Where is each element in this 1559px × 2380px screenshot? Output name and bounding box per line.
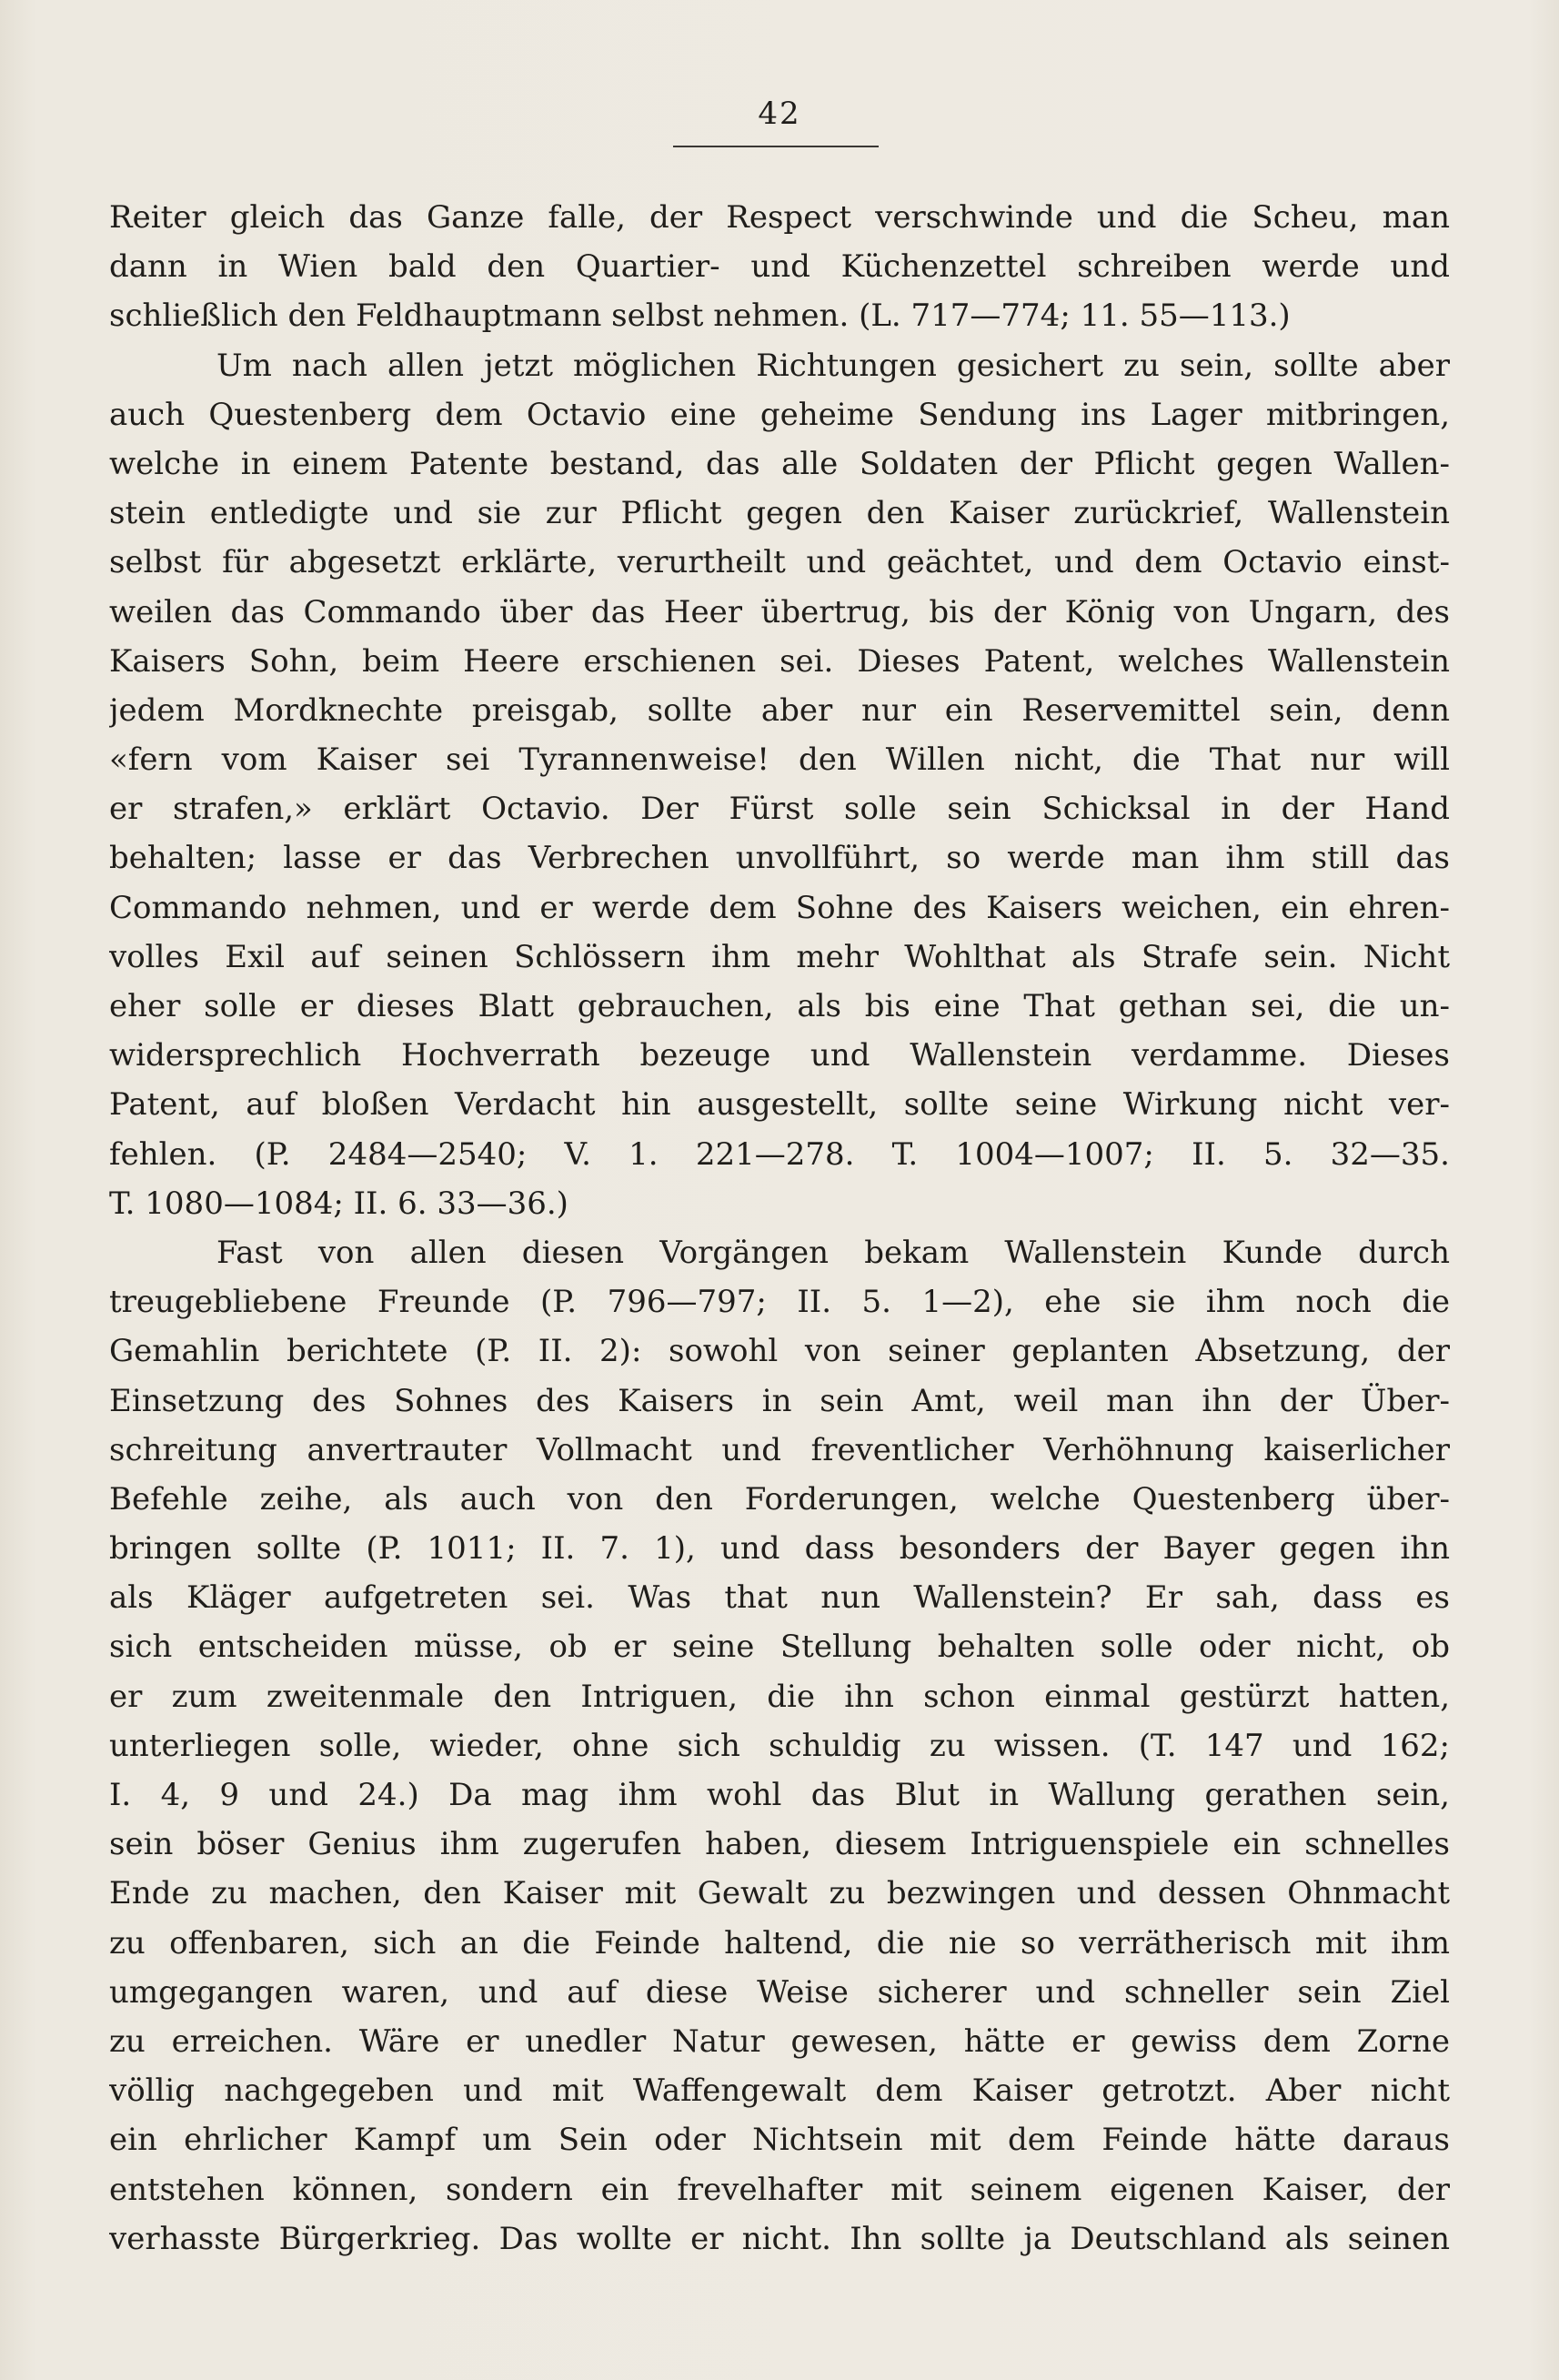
text-line: stein entledigte und sie zur Pflicht gegen den Kaiser zurückrief, Wallenstein: [109, 495, 1450, 532]
text-line: I. 4, 9 und 24.) Da mag ihm wohl das Blut in Wallung gerathen sein,: [109, 1777, 1450, 1813]
text-line: umgegangen waren, und auf diese Weise sicherer und schneller sein Ziel: [109, 1973, 1450, 2011]
text-line: weilen das Commando über das Heer übertrug, bis der König von Ungarn, des: [109, 593, 1450, 630]
text-line: sich entscheiden müsse, ob er seine Stellung behalten solle oder nicht, ob: [109, 1629, 1450, 1666]
text-line: Ende zu machen, den Kaiser mit Gewalt zu bezwingen und dessen Ohnmacht: [109, 1875, 1450, 1912]
text-line: völlig nachgegeben und mit Waffengewalt dem Kaiser getrotzt. Aber nicht: [109, 2072, 1450, 2110]
header-rule: [673, 146, 879, 147]
text-line: selbst für abgesetzt erklärte, verurtheilt und geächtet, und dem Octavio einst-: [109, 544, 1450, 581]
text-line: zu erreichen. Wäre er unedler Natur gewesen, hätte er gewiss dem Zorne: [109, 2022, 1450, 2060]
text-line: ein ehrlicher Kampf um Sein oder Nichtsein mit dem Feinde hätte daraus: [109, 2122, 1450, 2159]
text-line: bringen sollte (P. 1011; II. 7. 1), und dass besonders der Bayer gegen ihn: [109, 1530, 1450, 1568]
text-line: «fern vom Kaiser sei Tyrannenweise! den Willen nicht, die That nur will: [109, 741, 1450, 779]
page-number: 42: [758, 96, 801, 132]
text-line: er zum zweitenmale den Intriguen, die ihn schon einmal gestürzt hatten,: [109, 1678, 1450, 1715]
text-line: volles Exil auf seinen Schlössern ihm mehr Wohlthat als Strafe sein. Nicht: [109, 938, 1450, 975]
text-line: jedem Mordknechte preisgab, sollte aber nur ein Reservemittel sein, denn: [109, 691, 1450, 729]
text-line: entstehen können, sondern ein frevelhafter mit seinem eigenen Kaiser, der: [109, 2171, 1450, 2208]
text-line: T. 1080—1084; II. 6. 33—36.): [109, 1185, 568, 1222]
text-line: Kaisers Sohn, beim Heere erschienen sei. Dieses Patent, welches Wallenstein: [109, 642, 1450, 680]
text-line: Patent, auf bloßen Verdacht hin ausgestellt, sollte seine Wirkung nicht ver-: [109, 1086, 1450, 1124]
text-line: zu offenbaren, sich an die Feinde haltend, die nie so verrätherisch mit ihm: [109, 1924, 1450, 1961]
text-line: treugebliebene Freunde (P. 796—797; II. 5. 1—2), ehe sie ihm noch die: [109, 1284, 1450, 1321]
text-line: unterliegen solle, wieder, ohne sich schuldig zu wissen. (T. 147 und 162;: [109, 1727, 1450, 1764]
text-line: eher solle er dieses Blatt gebrauchen, als bis eine That gethan sei, die un-: [109, 988, 1450, 1024]
text-line: Einsetzung des Sohnes des Kaisers in sein Amt, weil man ihn der Über-: [109, 1382, 1450, 1419]
text-line: Befehle zeihe, als auch von den Forderungen, welche Questenberg über-: [109, 1480, 1450, 1518]
body-text: [109, 193, 1450, 2264]
paragraph-start-line: Fast von allen diesen Vorgängen bekam Wallenstein Kunde durch: [216, 1234, 1450, 1271]
text-line: fehlen. (P. 2484—2540; V. 1. 221—278. T. 1004—1007; II. 5. 32—35.: [109, 1135, 1450, 1173]
text-line: welche in einem Patente bestand, das alle Soldaten der Pflicht gegen Wallen-: [109, 445, 1450, 482]
text-line: sein böser Genius ihm zugerufen haben, diesem Intriguenspiele ein schnelles: [109, 1826, 1450, 1863]
text-line: Reiter gleich das Ganze falle, der Respect verschwinde und die Scheu, man: [109, 199, 1450, 236]
text-line: auch Questenberg dem Octavio eine geheime Sendung ins Lager mitbringen,: [109, 396, 1450, 433]
text-line: als Kläger aufgetreten sei. Was that nun Wallenstein? Er sah, dass es: [109, 1579, 1450, 1617]
text-line: schreitung anvertrauter Vollmacht und freventlicher Verhöhnung kaiserlicher: [109, 1431, 1450, 1468]
text-line: Commando nehmen, und er werde dem Sohne des Kaisers weichen, ein ehren-: [109, 889, 1450, 926]
text-line: verhasste Bürgerkrieg. Das wollte er nicht. Ihn sollte ja Deutschland als seinen: [109, 2220, 1450, 2257]
text-line: Gemahlin berichtete (P. II. 2): sowohl von seiner geplanten Absetzung, der: [109, 1333, 1450, 1370]
text-line: er strafen,» erklärt Octavio. Der Fürst solle sein Schicksal in der Hand: [109, 791, 1450, 828]
text-line: widersprechlich Hochverrath bezeuge und Wallenstein verdamme. Dieses: [109, 1037, 1450, 1074]
text-line: dann in Wien bald den Quartier- und Küchenzettel schreiben werde und: [109, 248, 1450, 286]
text-line: behalten; lasse er das Verbrechen unvollführt, so werde man ihm still das: [109, 840, 1450, 877]
paragraph-start-line: Um nach allen jetzt möglichen Richtungen gesichert zu sein, sollte aber: [216, 347, 1450, 384]
text-line: schließlich den Feldhauptmann selbst nehmen. (L. 717—774; 11. 55—113.): [109, 298, 1291, 335]
